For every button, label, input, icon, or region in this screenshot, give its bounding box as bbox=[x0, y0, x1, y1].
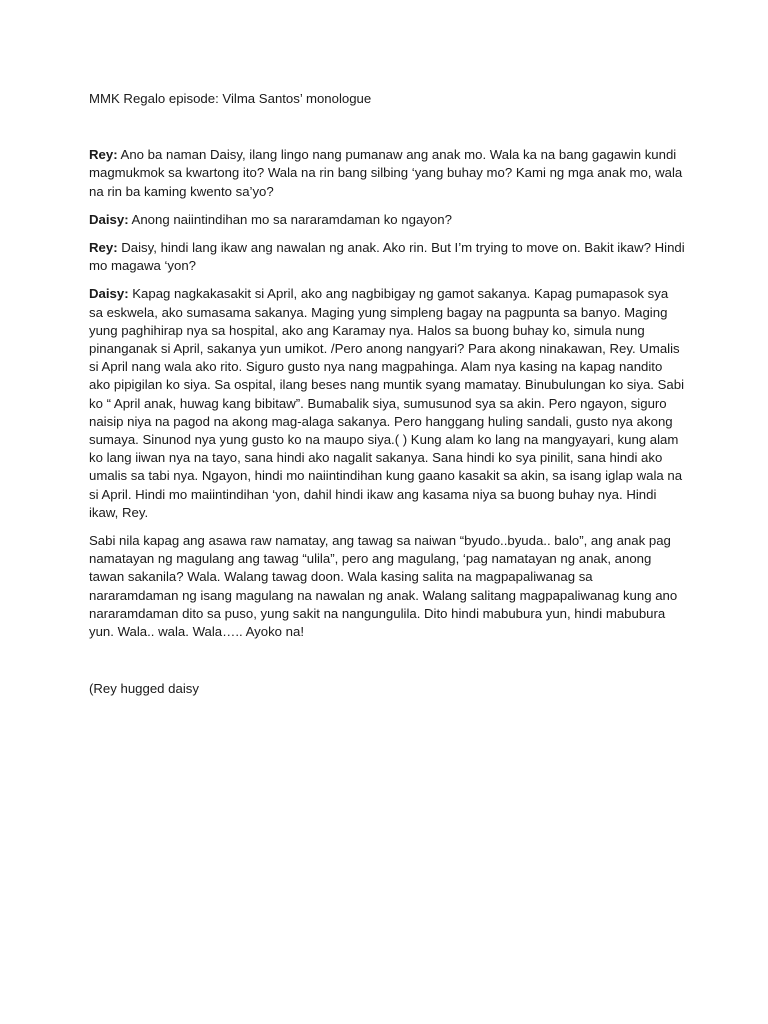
dialogue-text: Kapag nagkakasakit si April, ako ang nagbibigay ng gamot sakanya. Kapag pumapasok sya sa eskwela, ako sumasama sakanya. Maging yung simpleng bagay na pagpunta sa banyo. Maging yung paghihirap nya sa hospital, ako ang Karamay nya. Halos sa buong buhay ko, simula nung pinanganak si April, sakanya yun umikot. /Pero anong nangyari? Para akong ninakawan, Rey. Umalis si April nang wala ako rito. Siguro gusto nya nang magpahinga. Alam nya kasing na kapag nandito ako pipigilan ko siya. Sa ospital, ilang beses nang muntik syang mamatay. Binubulungan ko siya. Sabi ko “ April anak, huwag kang bibitaw”. Bumabalik siya, sumusunod sya sa akin. Pero ngayon, siguro naisip niya na pagod na akong mag-alaga sakanya. Pero hanggang huling sandali, gusto nya akong sumaya. Sinunod nya yung gusto ko na maupo siya.( ) Kung alam ko lang na mangyayari, kung alam ko lang iiwan nya na tayo, sana hindi ako nagalit sakanya. Sana hindi ko sya pinilit, sana hindi ako umalis sa tabi nya. Ngayon, hindi mo naiintindihan kung gaano kasakit sa akin, sa isang iglap wala na si April. Hindi mo maiintindihan ‘yon, dahil hindi ikaw ang kasama niya sa buong buhay nya. Hindi ikaw, Rey. bbox=[89, 286, 685, 520]
dialogue-line-rey-1 bbox=[89, 146, 685, 201]
dialogue-line-rey-2 bbox=[89, 239, 685, 275]
dialogue-text: Anong naiintindihan mo sa nararamdaman ko ngayon? bbox=[128, 211, 452, 227]
speaker-label: Daisy: bbox=[89, 286, 129, 302]
reflection-paragraph: Sabi nila kapag ang asawa raw namatay, ang tawag sa naiwan “byudo..byuda.. balo”, ang anak pag namatayan ng magulang ang tawag “ulila”, pero ang magulang, ‘pag namatayan ng anak, anong tawan sakanila? Wala. Walang tawag doon. Wala kasing salita na magpapaliwanag sa nararamdaman ng isang magulang na nawalan ng anak. Walang salitang magpapaliwanag kung ano nararamdaman dito sa puso, yung sakit na nangungulila. Dito hindi mabubura yun, hindi mabubura yun. Wala.. wala. Wala….. Ayoko na! bbox=[89, 533, 678, 640]
dialogue-line-daisy-2 bbox=[89, 285, 685, 522]
speaker-label: Rey: bbox=[89, 240, 118, 256]
document-page bbox=[89, 90, 685, 708]
dialogue-text: Ano ba naman Daisy, ilang lingo nang pumanaw ang anak mo. Wala ka na bang gagawin kundi magmukmok sa kwartong ito? Wala na rin bang silbing ‘yang buhay mo? Kami ng mga anak mo, wala na rin ba kaming kwento sa’yo? bbox=[89, 147, 683, 199]
stage-direction: (Rey hugged daisy bbox=[89, 681, 199, 697]
dialogue-line-daisy-1 bbox=[89, 211, 685, 229]
speaker-label: Daisy: bbox=[89, 211, 129, 227]
speaker-label: Rey: bbox=[89, 147, 118, 163]
document-title: MMK Regalo episode: Vilma Santos’ monologue bbox=[89, 91, 372, 106]
dialogue-text: Daisy, hindi lang ikaw ang nawalan ng anak. Ako rin. But I’m trying to move on. Bakit ikaw? Hindi mo magawa ‘yon? bbox=[89, 240, 685, 274]
